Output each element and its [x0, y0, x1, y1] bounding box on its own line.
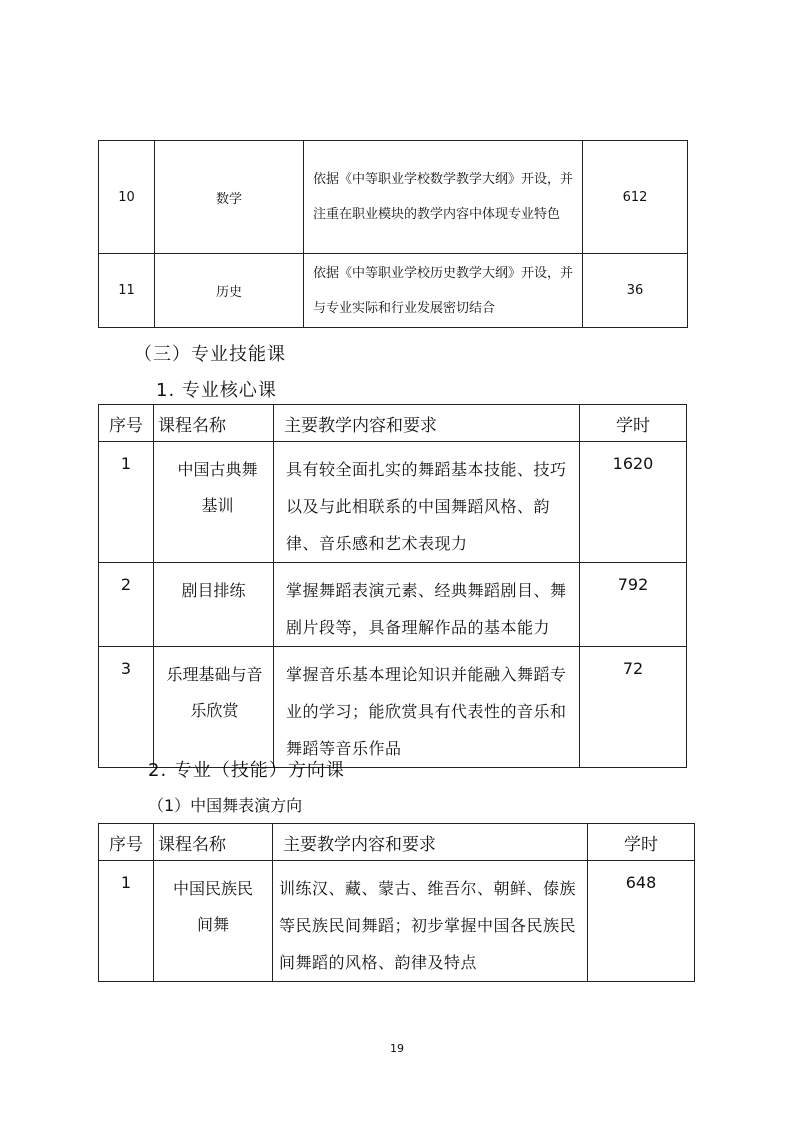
course-hours: 36	[583, 254, 688, 328]
section-title: （三）专业技能课	[134, 344, 286, 365]
header-index: 序号	[99, 405, 154, 442]
row-index: 11	[99, 254, 155, 328]
course-content: 具有较全面扎实的舞蹈基本技能、技巧以及与此相联系的中国舞蹈风格、韵律、音乐感和艺术表现力	[274, 442, 580, 563]
table-row	[99, 254, 688, 328]
table-row	[99, 442, 687, 563]
course-hours: 648	[588, 861, 695, 982]
row-index: 2	[99, 563, 154, 647]
table-row	[99, 563, 687, 647]
direction-title: （1）中国舞表演方向	[148, 796, 303, 815]
core-course-table	[98, 404, 687, 768]
course-content: 掌握舞蹈表演元素、经典舞蹈剧目、舞剧片段等，具备理解作品的基本能力	[274, 563, 580, 647]
row-index: 1	[99, 861, 154, 982]
continued-course-table	[98, 140, 688, 328]
subsection-title-direction: 2. 专业（技能）方向课	[148, 760, 345, 781]
course-name: 剧目排练	[154, 563, 274, 647]
course-hours: 792	[580, 563, 687, 647]
course-content: 掌握音乐基本理论知识并能融入舞蹈专业的学习；能欣赏具有代表性的音乐和舞蹈等音乐作品	[274, 647, 580, 768]
table-header-row	[99, 824, 695, 861]
direction-course-table	[98, 823, 695, 982]
table-row	[99, 647, 687, 768]
course-name: 中国古典舞基训	[154, 442, 274, 563]
subsection-title-core: 1. 专业核心课	[156, 380, 277, 401]
course-name: 历史	[155, 254, 304, 328]
course-hours: 72	[580, 647, 687, 768]
header-hours: 学时	[580, 405, 687, 442]
page-number: 19	[390, 1042, 404, 1055]
header-index: 序号	[99, 824, 154, 861]
course-hours: 612	[583, 141, 688, 254]
course-hours: 1620	[580, 442, 687, 563]
course-content: 依据《中等职业学校数学教学大纲》开设，并注重在职业模块的教学内容中体现专业特色	[304, 141, 583, 254]
table-row	[99, 861, 695, 982]
row-index: 1	[99, 442, 154, 563]
header-content: 主要教学内容和要求	[274, 405, 580, 442]
header-hours: 学时	[588, 824, 695, 861]
course-name: 中国民族民间舞	[154, 861, 273, 982]
header-content: 主要教学内容和要求	[273, 824, 588, 861]
course-name: 数学	[155, 141, 304, 254]
table-row	[99, 141, 688, 254]
course-name: 乐理基础与音乐欣赏	[154, 647, 274, 768]
course-content: 训练汉、藏、蒙古、维吾尔、朝鲜、傣族等民族民间舞蹈；初步掌握中国各民族民间舞蹈的风格、韵律及特点	[273, 861, 588, 982]
row-index: 3	[99, 647, 154, 768]
table-header-row	[99, 405, 687, 442]
header-course: 课程名称	[154, 405, 274, 442]
header-course: 课程名称	[154, 824, 273, 861]
row-index: 10	[99, 141, 155, 254]
course-content: 依据《中等职业学校历史教学大纲》开设，并与专业实际和行业发展密切结合	[304, 254, 583, 328]
